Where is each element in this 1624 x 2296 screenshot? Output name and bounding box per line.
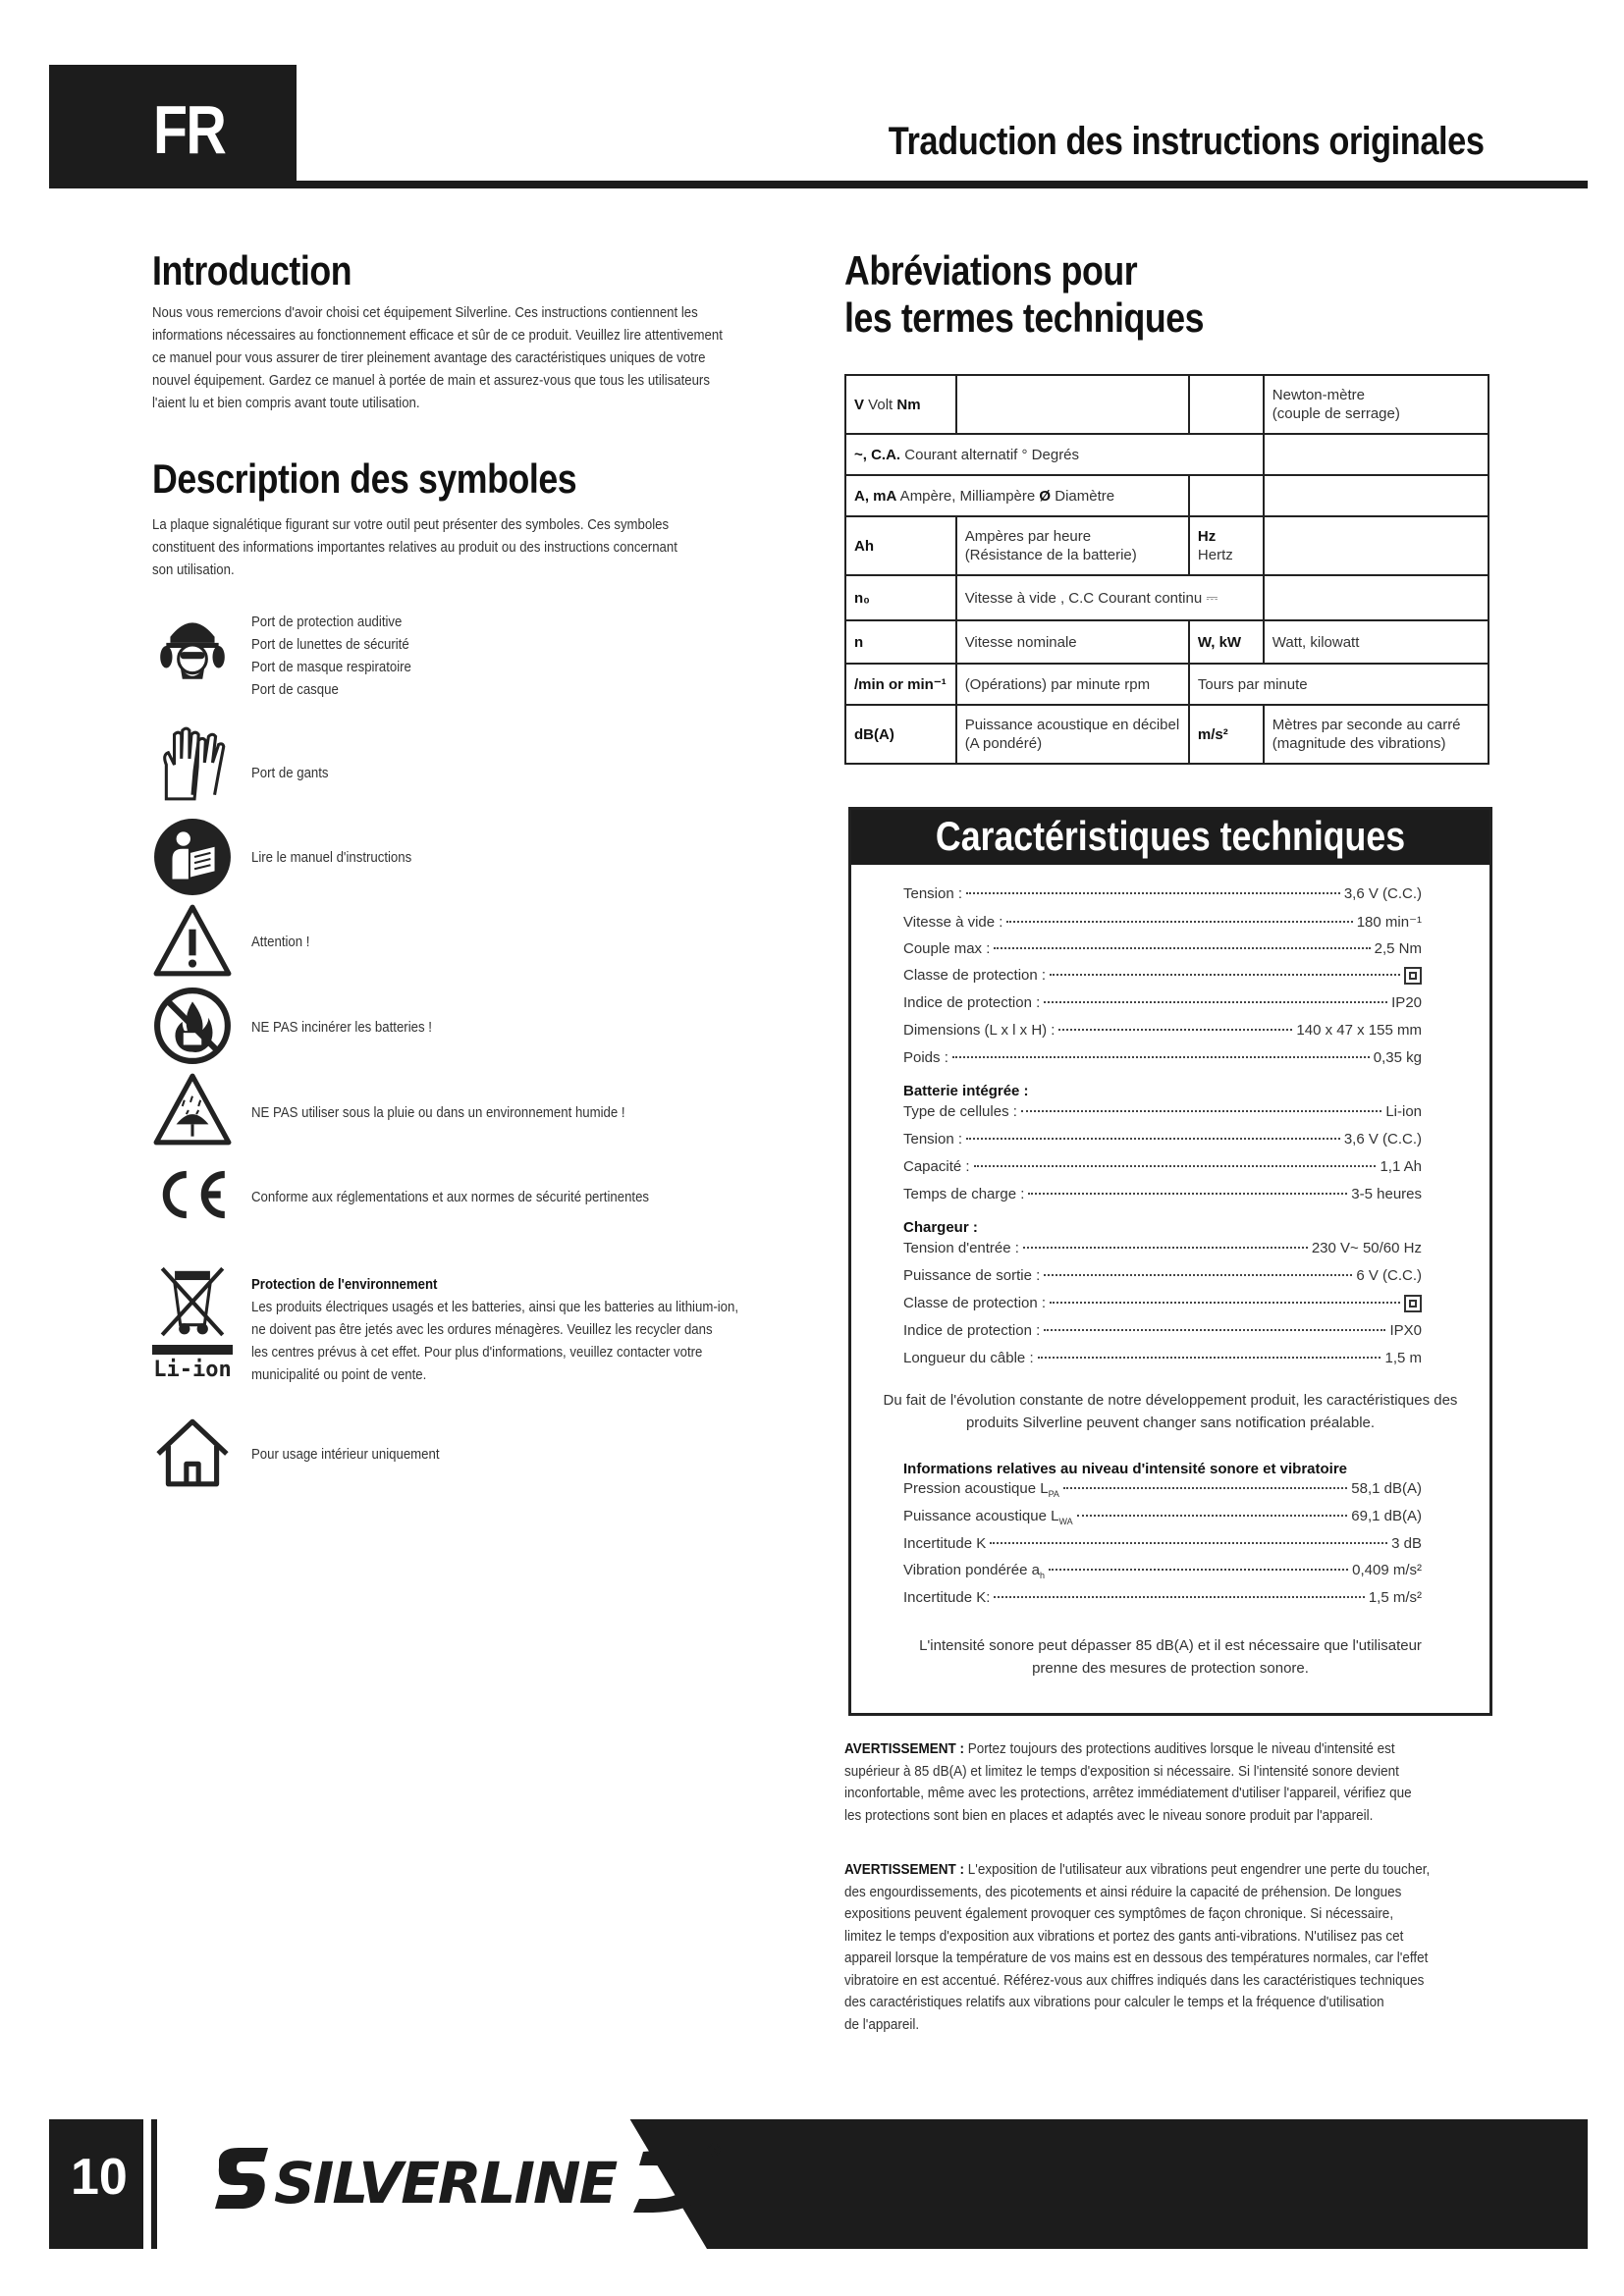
sound-label bbox=[903, 1589, 990, 1608]
table-cell: (Opérations) par minute rpm bbox=[956, 664, 1189, 705]
sound-note bbox=[881, 1634, 1460, 1680]
warning-icon bbox=[152, 901, 233, 982]
table-row bbox=[845, 575, 1489, 620]
spec-value bbox=[1404, 967, 1422, 985]
note-line: prenne des mesures de protection sonore. bbox=[1032, 1660, 1309, 1677]
ppe-icon bbox=[152, 607, 233, 687]
symbol-desc-rain bbox=[251, 1101, 625, 1124]
spec-label: Indice de protection : bbox=[903, 994, 1041, 1012]
spec-row bbox=[903, 1158, 1422, 1186]
specifications-note bbox=[881, 1389, 1460, 1434]
symbol-line: les centres prévus à cet effet. Pour plus d'informations, veuillez contacter votre bbox=[251, 1344, 703, 1361]
sound-label-text: Incertitude K: bbox=[903, 1589, 991, 1607]
spec-row bbox=[903, 1103, 1422, 1131]
no-incinerate-icon bbox=[152, 986, 233, 1066]
symbol-desc-incinerate bbox=[251, 1016, 432, 1039]
spec-value bbox=[1404, 1295, 1422, 1312]
table-cell: n₀ bbox=[845, 575, 956, 620]
warning-line: appareil lorsque la température de vos mains est en dessous des températures normales, car l'effet bbox=[844, 1949, 1429, 1966]
leader-dots bbox=[1021, 1110, 1381, 1112]
table-cell: Vitesse à vide , C.C Courant continu ⎓ bbox=[956, 575, 1264, 620]
table-row bbox=[845, 620, 1489, 664]
leader-dots bbox=[1023, 1247, 1308, 1249]
spec-row bbox=[903, 1267, 1422, 1295]
sound-value: 69,1 dB(A) bbox=[1351, 1507, 1422, 1524]
footer-divider bbox=[143, 2119, 151, 2249]
leader-dots bbox=[966, 892, 1340, 894]
symbol-line: Attention ! bbox=[251, 934, 310, 950]
gloves-icon bbox=[152, 724, 233, 805]
weee-bin-icon bbox=[152, 1258, 233, 1339]
spec-row bbox=[903, 1295, 1422, 1322]
leader-dots bbox=[1050, 1302, 1400, 1304]
table-cell bbox=[1264, 434, 1489, 475]
spec-label: Tension d'entrée : bbox=[903, 1240, 1019, 1257]
spec-row bbox=[903, 1022, 1422, 1049]
symbol-line: NE PAS incinérer les batteries ! bbox=[251, 1019, 432, 1036]
spec-value: Li-ion bbox=[1385, 1103, 1422, 1121]
spec-row bbox=[903, 940, 1422, 968]
symbol-line: Port de casque bbox=[251, 681, 339, 698]
table-cell: n bbox=[845, 620, 956, 664]
warning-label: AVERTISSEMENT : bbox=[844, 1861, 965, 1878]
spec-label: Tension : bbox=[903, 885, 963, 902]
no-rain-icon bbox=[152, 1070, 233, 1150]
spec-label: Puissance de sortie : bbox=[903, 1267, 1041, 1285]
note-line: L'intensité sonore peut dépasser 85 dB(A) et il est nécessaire que l'utilisateur bbox=[919, 1637, 1422, 1654]
symbol-line: ne doivent pas être jetés avec les ordures ménagères. Veuillez les recycler dans bbox=[251, 1321, 713, 1338]
spec-label: Temps de charge : bbox=[903, 1185, 1025, 1202]
brand-text: SILVERLINE bbox=[274, 2150, 617, 2216]
page-number: 10 bbox=[71, 2149, 128, 2206]
table-cell: Hz Hertz bbox=[1189, 516, 1264, 575]
sound-row bbox=[903, 1589, 1422, 1617]
spec-value: IPX0 bbox=[1389, 1321, 1422, 1339]
sound-label-subscript: PA bbox=[1048, 1489, 1059, 1499]
sound-row bbox=[903, 1508, 1422, 1535]
sound-label-text: Vibration pondérée a bbox=[903, 1562, 1040, 1579]
li-ion-badge bbox=[152, 1345, 233, 1388]
specifications-title: Caractéristiques techniques bbox=[935, 813, 1406, 859]
sound-vibration-heading: Informations relatives au niveau d'intensité sonore et vibratoire bbox=[903, 1461, 1348, 1477]
spec-row bbox=[903, 1131, 1422, 1158]
warning-line: des caractéristiques relatifs aux vibrations pour calculer le temps et la fréquence d'utilisation bbox=[844, 1994, 1384, 2010]
specifications-box bbox=[848, 807, 1492, 1716]
svg-text:R: R bbox=[711, 2147, 717, 2156]
table-cell: W, kW bbox=[1189, 620, 1264, 664]
spec-group-heading: Chargeur : bbox=[903, 1218, 978, 1236]
double-insulation-icon bbox=[1404, 1295, 1422, 1312]
table-cell: Mètres par seconde au carré (magnitude des vibrations) bbox=[1264, 705, 1489, 764]
table-cell bbox=[1189, 475, 1264, 516]
table-cell: ~, C.A. Courant alternatif ° Degrés bbox=[845, 434, 1189, 475]
leader-dots bbox=[1063, 1487, 1347, 1489]
environment-heading: Protection de l'environnement bbox=[251, 1276, 438, 1293]
warning-line: expositions peuvent également provoquer ces symptômes de façon chronique. Si nécessaire, bbox=[844, 1905, 1394, 1922]
ce-mark-icon bbox=[152, 1154, 233, 1235]
symbol-desc-manual bbox=[251, 846, 411, 869]
symbol-desc-ppe bbox=[251, 611, 411, 701]
table-cell: Tours par minute bbox=[1189, 664, 1489, 705]
spec-row bbox=[903, 1322, 1422, 1350]
spec-value: 0,35 kg bbox=[1373, 1048, 1422, 1066]
leader-dots bbox=[994, 1596, 1364, 1598]
spec-label: Longueur du câble : bbox=[903, 1349, 1034, 1366]
warning-line: Portez toujours des protections auditives lorsque le niveau d'intensité est bbox=[964, 1740, 1395, 1757]
table-row bbox=[845, 705, 1489, 764]
specifications-header bbox=[851, 810, 1489, 865]
table-row bbox=[845, 434, 1489, 475]
indoor-house-icon bbox=[152, 1412, 233, 1492]
spec-row bbox=[903, 994, 1422, 1022]
leader-dots bbox=[1038, 1357, 1381, 1359]
spec-label: Indice de protection : bbox=[903, 1321, 1041, 1339]
spec-value: 2,5 Nm bbox=[1374, 939, 1422, 957]
leader-dots bbox=[1006, 921, 1352, 923]
intro-line: nouvel équipement. Gardez ce manuel à portée de main et assurez-vous que tous les utilisateurs bbox=[152, 372, 710, 389]
sound-row bbox=[903, 1562, 1422, 1589]
spec-row bbox=[903, 885, 1422, 913]
symbol-desc-environment bbox=[251, 1273, 738, 1386]
intro-paragraph bbox=[152, 301, 818, 414]
intro-line: Nous vous remercions d'avoir choisi cet équipement Silverline. Ces instructions contiennent les bbox=[152, 304, 698, 321]
table-row bbox=[845, 475, 1489, 516]
read-manual-icon bbox=[152, 817, 233, 897]
leader-dots bbox=[990, 1542, 1387, 1544]
symbols-heading: Description des symboles bbox=[152, 455, 577, 502]
intro-line: ce manuel pour vous assurer de tirer pleinement avantage des caractéristiques uniques de votre bbox=[152, 349, 706, 366]
spec-value: 180 min⁻¹ bbox=[1356, 913, 1422, 931]
warning-line: limitez le temps d'exposition aux vibrations et portez des gants anti-vibrations. N'utilisez pas cet bbox=[844, 1927, 1404, 1945]
symbol-desc-indoor bbox=[251, 1443, 440, 1466]
spec-value: 3-5 heures bbox=[1351, 1185, 1422, 1202]
sound-label bbox=[903, 1562, 1045, 1580]
symbol-line: Port de lunettes de sécurité bbox=[251, 636, 409, 653]
symbol-line: Lire le manuel d'instructions bbox=[251, 849, 412, 866]
warning-line: supérieur à 85 dB(A) et limitez le temps d'exposition si nécessaire. Si l'intensité sonore devient bbox=[844, 1762, 1399, 1780]
sound-label-subscript: h bbox=[1040, 1571, 1046, 1581]
spec-row bbox=[903, 913, 1422, 940]
abbreviations-title-line: les termes techniques bbox=[844, 294, 1205, 341]
leader-dots bbox=[1044, 1329, 1385, 1331]
table-cell bbox=[1264, 516, 1489, 575]
page-title: Traduction des instructions originales bbox=[889, 120, 1485, 163]
language-code: FR bbox=[153, 91, 226, 168]
spec-value: 3,6 V (C.C.) bbox=[1343, 1131, 1422, 1148]
spec-value: 230 V~ 50/60 Hz bbox=[1311, 1240, 1422, 1257]
table-cell bbox=[1189, 375, 1264, 434]
leader-dots bbox=[1050, 974, 1400, 976]
leader-dots bbox=[994, 947, 1370, 949]
li-ion-label: Li-ion bbox=[153, 1358, 232, 1382]
symbol-desc-ce bbox=[251, 1186, 649, 1208]
sound-value: 3 dB bbox=[1391, 1534, 1422, 1552]
header-rule bbox=[49, 181, 1588, 188]
sound-value: 1,5 m/s² bbox=[1368, 1589, 1422, 1607]
warning-line: les protections sont bien en places et adaptés avec le niveau sonore produit par l'appareil. bbox=[844, 1806, 1374, 1824]
table-cell: Vitesse nominale bbox=[956, 620, 1189, 664]
spec-value: 6 V (C.C.) bbox=[1356, 1267, 1422, 1285]
table-cell: dB(A) bbox=[845, 705, 956, 764]
spec-row bbox=[903, 967, 1422, 994]
spec-value: 1,5 m bbox=[1384, 1349, 1422, 1366]
spec-row bbox=[903, 1186, 1422, 1213]
spec-label: Couple max : bbox=[903, 939, 991, 957]
warning-hearing bbox=[844, 1738, 1483, 1827]
sound-value: 58,1 dB(A) bbox=[1351, 1480, 1422, 1497]
sound-label-text: Puissance acoustique L bbox=[903, 1507, 1059, 1524]
spec-value: IP20 bbox=[1391, 994, 1422, 1012]
abbreviations-heading bbox=[844, 247, 1204, 342]
abbreviations-title-line: Abréviations pour bbox=[844, 247, 1138, 294]
table-cell bbox=[956, 375, 1189, 434]
leader-dots bbox=[1044, 1001, 1387, 1003]
symbol-line: Port de masque respiratoire bbox=[251, 659, 411, 675]
table-cell: Puissance acoustique en décibel (A pondéré) bbox=[956, 705, 1189, 764]
warning-label: AVERTISSEMENT : bbox=[844, 1740, 965, 1757]
warning-line: des engourdissements, des picotements et ainsi réduire la capacité de préhension. De longues bbox=[844, 1883, 1402, 1900]
spec-label: Type de cellules : bbox=[903, 1103, 1017, 1121]
spec-row bbox=[903, 1350, 1422, 1377]
spec-label: Vitesse à vide : bbox=[903, 913, 1003, 931]
table-cell: A, mA Ampère, Milliampère Ø Diamètre bbox=[845, 475, 1189, 516]
abbreviations-table bbox=[844, 374, 1489, 765]
intro-line: informations nécessaires au fonctionnement efficace et sûr de ce produit. Veuillez lire attentivement bbox=[152, 327, 723, 344]
warning-line: de l'appareil. bbox=[844, 2015, 920, 2033]
symbol-line: Port de gants bbox=[251, 765, 329, 781]
double-insulation-icon bbox=[1404, 967, 1422, 985]
table-cell: Ampères par heure (Résistance de la batterie) bbox=[956, 516, 1189, 575]
language-tab bbox=[49, 65, 297, 187]
note-line: produits Silverline peuvent changer sans notification préalable. bbox=[965, 1415, 1376, 1431]
spec-row bbox=[903, 1240, 1422, 1267]
silverline-logo bbox=[211, 2138, 722, 2226]
sound-label bbox=[903, 1535, 986, 1554]
symbols-paragraph bbox=[152, 513, 818, 581]
spec-label: Classe de protection : bbox=[903, 1294, 1047, 1311]
sound-label bbox=[903, 1480, 1059, 1499]
sound-row bbox=[903, 1480, 1422, 1508]
symbol-line: Pour usage intérieur uniquement bbox=[251, 1446, 440, 1463]
table-cell bbox=[1264, 575, 1489, 620]
leader-dots bbox=[966, 1138, 1340, 1140]
sound-label-text: Incertitude K bbox=[903, 1534, 987, 1552]
spec-label: Tension : bbox=[903, 1131, 963, 1148]
spec-label: Classe de protection : bbox=[903, 967, 1047, 985]
symbol-desc-gloves bbox=[251, 762, 329, 784]
table-cell: Newton-mètre (couple de serrage) bbox=[1264, 375, 1489, 434]
table-cell: m/s² bbox=[1189, 705, 1264, 764]
sound-vibration-list bbox=[903, 1480, 1422, 1617]
sound-label-text: Pression acoustique L bbox=[903, 1480, 1049, 1497]
spec-label: Poids : bbox=[903, 1048, 948, 1066]
leader-dots bbox=[952, 1056, 1370, 1058]
intro-heading: Introduction bbox=[152, 247, 352, 294]
symbols-line: son utilisation. bbox=[152, 561, 235, 578]
symbols-line: La plaque signalétique figurant sur votre outil peut présenter des symboles. Ces symboles bbox=[152, 516, 670, 533]
spec-label: Dimensions (L x l x H) : bbox=[903, 1021, 1056, 1039]
note-line: Du fait de l'évolution constante de notre développement produit, les caractéristiques des bbox=[883, 1392, 1458, 1409]
spec-row bbox=[903, 1049, 1422, 1077]
warning-line: L'exposition de l'utilisateur aux vibrations peut engendrer une perte du toucher, bbox=[964, 1861, 1431, 1878]
table-cell: Ah bbox=[845, 516, 956, 575]
warning-line: inconfortable, même avec les protections, arrêtez immédiatement d'utiliser l'appareil, vérifiez que bbox=[844, 1785, 1412, 1801]
sound-label bbox=[903, 1508, 1073, 1526]
symbol-line: Port de protection auditive bbox=[251, 614, 403, 630]
warning-line: vibratoire en est accentué. Référez-vous aux chiffres indiqués dans les caractéristiques techniques bbox=[844, 1971, 1425, 1989]
table-cell bbox=[1189, 434, 1264, 475]
table-cell bbox=[1264, 475, 1489, 516]
intro-line: l'aient lu et bien compris avant toute utilisation. bbox=[152, 395, 420, 411]
spec-label: Capacité : bbox=[903, 1157, 970, 1175]
leader-dots bbox=[974, 1165, 1377, 1167]
sound-label-subscript: WA bbox=[1058, 1516, 1073, 1526]
symbols-line: constituent des informations importantes relatives au produit ou des instructions concernant bbox=[152, 539, 677, 556]
specifications-list bbox=[903, 885, 1422, 1376]
spec-value: 3,6 V (C.C.) bbox=[1343, 885, 1422, 902]
leader-dots bbox=[1044, 1274, 1352, 1276]
spec-value: 1,1 Ah bbox=[1380, 1157, 1422, 1175]
table-cell: V Volt Nm bbox=[845, 375, 956, 434]
leader-dots bbox=[1049, 1569, 1348, 1571]
symbol-desc-attention bbox=[251, 931, 309, 953]
symbol-line: municipalité ou point de vente. bbox=[251, 1366, 427, 1383]
sound-row bbox=[903, 1535, 1422, 1563]
symbol-line: Les produits électriques usagés et les batteries, ainsi que les batteries au lithium-ion, bbox=[251, 1299, 739, 1315]
warning-vibration bbox=[844, 1859, 1483, 2036]
sound-value: 0,409 m/s² bbox=[1352, 1562, 1422, 1579]
table-cell: /min or min⁻¹ bbox=[845, 664, 956, 705]
leader-dots bbox=[1058, 1029, 1292, 1031]
leader-dots bbox=[1077, 1515, 1348, 1517]
table-row bbox=[845, 664, 1489, 705]
table-cell: Watt, kilowatt bbox=[1264, 620, 1489, 664]
table-row bbox=[845, 375, 1489, 434]
spec-value: 140 x 47 x 155 mm bbox=[1296, 1021, 1422, 1039]
symbol-line: NE PAS utiliser sous la pluie ou dans un environnement humide ! bbox=[251, 1104, 625, 1121]
leader-dots bbox=[1028, 1193, 1347, 1195]
symbol-line: Conforme aux réglementations et aux normes de sécurité pertinentes bbox=[251, 1189, 650, 1205]
spec-group-heading: Batterie intégrée : bbox=[903, 1082, 1029, 1099]
table-row bbox=[845, 516, 1489, 575]
